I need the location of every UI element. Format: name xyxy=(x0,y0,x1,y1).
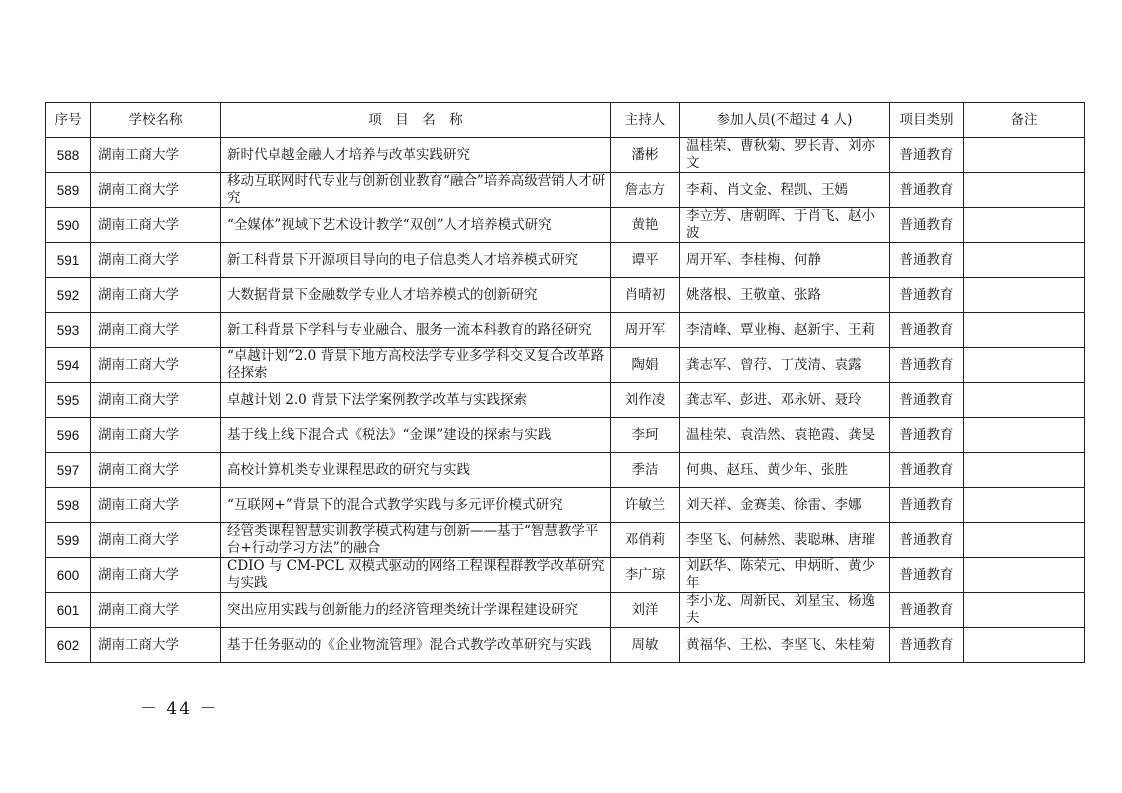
school-name: 湖南工商大学 xyxy=(91,488,221,523)
table-row xyxy=(46,593,1085,628)
project-category: 普通教育 xyxy=(890,523,964,558)
host-name: 肖晴初 xyxy=(611,278,680,313)
row-number: 597 xyxy=(46,453,91,488)
project-category: 普通教育 xyxy=(890,383,964,418)
note-cell xyxy=(964,628,1085,663)
member-list: 李小龙、周新民、刘星宝、杨逸夫 xyxy=(680,593,890,628)
host-name: 潘彬 xyxy=(611,138,680,173)
project-title: 大数据背景下金融数学专业人才培养模式的创新研究 xyxy=(221,278,611,313)
school-name: 湖南工商大学 xyxy=(91,313,221,348)
school-name: 湖南工商大学 xyxy=(91,348,221,383)
row-number: 595 xyxy=(46,383,91,418)
note-cell xyxy=(964,208,1085,243)
project-title: 新时代卓越金融人才培养与改革实践研究 xyxy=(221,138,611,173)
row-number: 601 xyxy=(46,593,91,628)
member-list: 李立芳、唐朝晖、于肖飞、赵小波 xyxy=(680,208,890,243)
note-cell xyxy=(964,523,1085,558)
row-number: 600 xyxy=(46,558,91,593)
table-row xyxy=(46,523,1085,558)
project-category: 普通教育 xyxy=(890,348,964,383)
row-number: 602 xyxy=(46,628,91,663)
table-row xyxy=(46,558,1085,593)
member-list: 李清峰、覃业梅、赵新宇、王莉 xyxy=(680,313,890,348)
host-name: 季洁 xyxy=(611,453,680,488)
member-list: 周开军、李桂梅、何静 xyxy=(680,243,890,278)
project-category: 普通教育 xyxy=(890,243,964,278)
member-list: 姚落根、王敬童、张路 xyxy=(680,278,890,313)
note-cell xyxy=(964,558,1085,593)
member-list: 龚志军、彭进、邓永妍、聂玲 xyxy=(680,383,890,418)
header-note: 备注 xyxy=(964,103,1085,138)
school-name: 湖南工商大学 xyxy=(91,243,221,278)
school-name: 湖南工商大学 xyxy=(91,138,221,173)
table-row xyxy=(46,453,1085,488)
note-cell xyxy=(964,243,1085,278)
project-title: 高校计算机类专业课程思政的研究与实践 xyxy=(221,453,611,488)
member-list: 温桂荣、袁浩然、袁艳霞、龚旻 xyxy=(680,418,890,453)
row-number: 598 xyxy=(46,488,91,523)
project-category: 普通教育 xyxy=(890,418,964,453)
header-school: 学校名称 xyxy=(91,103,221,138)
row-number: 593 xyxy=(46,313,91,348)
host-name: 黄艳 xyxy=(611,208,680,243)
row-number: 596 xyxy=(46,418,91,453)
school-name: 湖南工商大学 xyxy=(91,383,221,418)
host-name: 周敏 xyxy=(611,628,680,663)
header-title: 项 目 名 称 xyxy=(221,103,611,138)
project-category: 普通教育 xyxy=(890,208,964,243)
project-title: 基于线上线下混合式《税法》“金课”建设的探索与实践 xyxy=(221,418,611,453)
member-list: 温桂荣、曹秋菊、罗长青、刘亦文 xyxy=(680,138,890,173)
host-name: 邓俏莉 xyxy=(611,523,680,558)
host-name: 刘作凌 xyxy=(611,383,680,418)
project-category: 普通教育 xyxy=(890,173,964,208)
member-list: 李莉、肖文金、程凯、王嫣 xyxy=(680,173,890,208)
project-category: 普通教育 xyxy=(890,278,964,313)
school-name: 湖南工商大学 xyxy=(91,453,221,488)
table-row xyxy=(46,173,1085,208)
school-name: 湖南工商大学 xyxy=(91,558,221,593)
project-title: “互联网+”背景下的混合式教学实践与多元评价模式研究 xyxy=(221,488,611,523)
page-number: － 44 － xyxy=(140,699,219,719)
school-name: 湖南工商大学 xyxy=(91,208,221,243)
row-number: 588 xyxy=(46,138,91,173)
note-cell xyxy=(964,383,1085,418)
host-name: 李珂 xyxy=(611,418,680,453)
table-row xyxy=(46,488,1085,523)
note-cell xyxy=(964,313,1085,348)
row-number: 589 xyxy=(46,173,91,208)
row-number: 599 xyxy=(46,523,91,558)
table-row xyxy=(46,138,1085,173)
project-title: 经管类课程智慧实训教学模式构建与创新——基于“智慧教学平台+行动学习方法”的融合 xyxy=(221,523,611,558)
project-title: “全媒体”视域下艺术设计教学“双创”人才培养模式研究 xyxy=(221,208,611,243)
table-header-row xyxy=(46,103,1085,138)
note-cell xyxy=(964,453,1085,488)
header-members: 参加人员(不超过 4 人) xyxy=(680,103,890,138)
header-category: 项目类别 xyxy=(890,103,964,138)
host-name: 周开军 xyxy=(611,313,680,348)
member-list: 龚志军、曾荇、丁茂清、袁露 xyxy=(680,348,890,383)
project-category: 普通教育 xyxy=(890,628,964,663)
table-row xyxy=(46,348,1085,383)
host-name: 陶娟 xyxy=(611,348,680,383)
project-title: 新工科背景下学科与专业融合、服务一流本科教育的路径研究 xyxy=(221,313,611,348)
project-category: 普通教育 xyxy=(890,488,964,523)
project-table xyxy=(45,102,1085,663)
school-name: 湖南工商大学 xyxy=(91,523,221,558)
school-name: 湖南工商大学 xyxy=(91,418,221,453)
host-name: 詹志方 xyxy=(611,173,680,208)
project-title: 移动互联网时代专业与创新创业教育“融合”培养高级营销人才研究 xyxy=(221,173,611,208)
host-name: 刘洋 xyxy=(611,593,680,628)
note-cell xyxy=(964,593,1085,628)
member-list: 何典、赵珏、黄少年、张胜 xyxy=(680,453,890,488)
host-name: 许敏兰 xyxy=(611,488,680,523)
note-cell xyxy=(964,278,1085,313)
member-list: 李坚飞、何赫然、裴聪琳、唐璀 xyxy=(680,523,890,558)
table-row xyxy=(46,313,1085,348)
row-number: 591 xyxy=(46,243,91,278)
note-cell xyxy=(964,488,1085,523)
school-name: 湖南工商大学 xyxy=(91,628,221,663)
project-title: “卓越计划”2.0 背景下地方高校法学专业多学科交叉复合改革路径探索 xyxy=(221,348,611,383)
host-name: 李广琼 xyxy=(611,558,680,593)
member-list: 黄福华、王松、李坚飞、朱桂菊 xyxy=(680,628,890,663)
project-category: 普通教育 xyxy=(890,453,964,488)
note-cell xyxy=(964,173,1085,208)
project-category: 普通教育 xyxy=(890,313,964,348)
table-row xyxy=(46,418,1085,453)
table-row xyxy=(46,278,1085,313)
project-category: 普通教育 xyxy=(890,593,964,628)
table-row xyxy=(46,383,1085,418)
table-body xyxy=(46,138,1085,663)
table-row xyxy=(46,243,1085,278)
note-cell xyxy=(964,138,1085,173)
host-name: 谭平 xyxy=(611,243,680,278)
project-title: 卓越计划 2.0 背景下法学案例教学改革与实践探索 xyxy=(221,383,611,418)
table-row xyxy=(46,208,1085,243)
row-number: 590 xyxy=(46,208,91,243)
header-no: 序号 xyxy=(46,103,91,138)
project-category: 普通教育 xyxy=(890,138,964,173)
project-title: CDIO 与 CM-PCL 双模式驱动的网络工程课程群教学改革研究与实践 xyxy=(221,558,611,593)
school-name: 湖南工商大学 xyxy=(91,278,221,313)
project-title: 基于任务驱动的《企业物流管理》混合式教学改革研究与实践 xyxy=(221,628,611,663)
table-row xyxy=(46,628,1085,663)
member-list: 刘跃华、陈荣元、申炳昕、黄少年 xyxy=(680,558,890,593)
project-title: 突出应用实践与创新能力的经济管理类统计学课程建设研究 xyxy=(221,593,611,628)
school-name: 湖南工商大学 xyxy=(91,593,221,628)
member-list: 刘天祥、金赛美、徐雷、李娜 xyxy=(680,488,890,523)
project-title: 新工科背景下开源项目导向的电子信息类人才培养模式研究 xyxy=(221,243,611,278)
school-name: 湖南工商大学 xyxy=(91,173,221,208)
header-host: 主持人 xyxy=(611,103,680,138)
row-number: 592 xyxy=(46,278,91,313)
row-number: 594 xyxy=(46,348,91,383)
note-cell xyxy=(964,348,1085,383)
project-category: 普通教育 xyxy=(890,558,964,593)
note-cell xyxy=(964,418,1085,453)
